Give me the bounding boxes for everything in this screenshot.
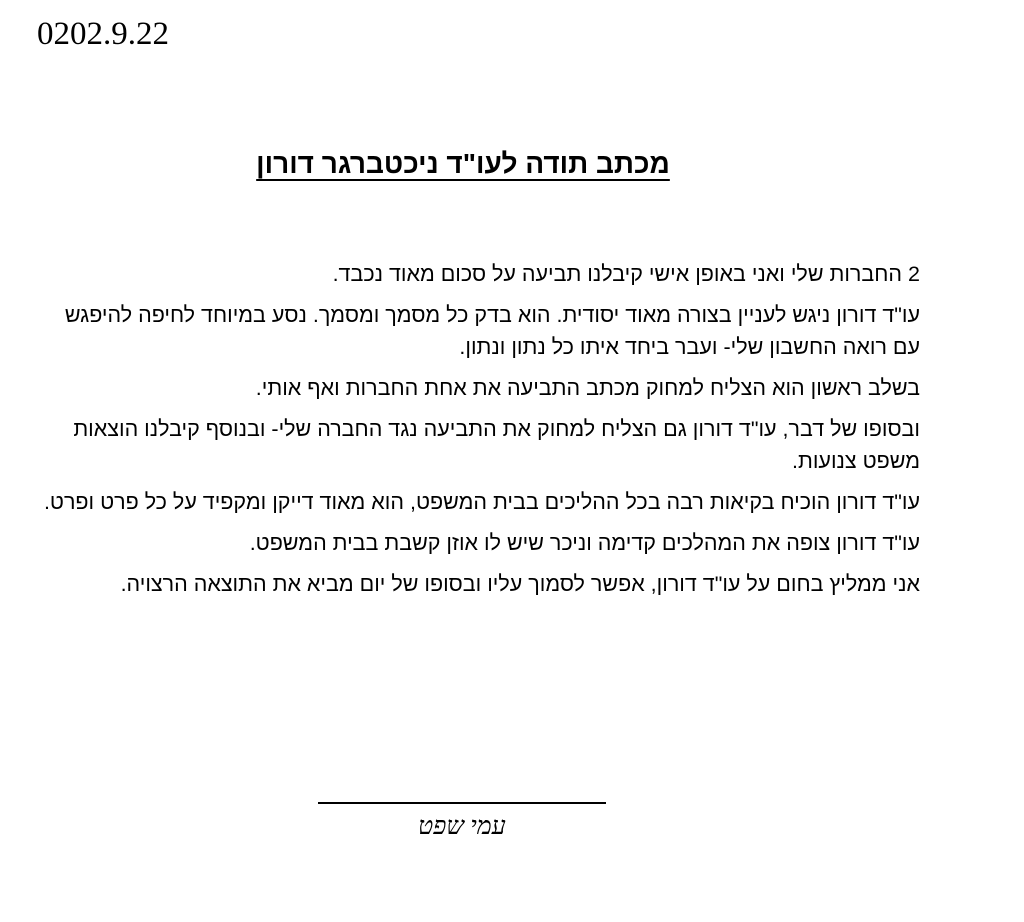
paragraph-1: 2 החברות שלי ואני באופן אישי קיבלנו תביעה על סכום מאוד נכבד.: [332, 262, 920, 286]
paragraph-3: בשלב ראשון הוא הצליח למחוק מכתב התביעה את אחת החברות ואף אותי.: [255, 376, 920, 400]
paragraph-2: עו"ד דורון ניגש לעניין בצורה מאוד יסודית. הוא בדק כל מסמך ומסמך. נסע במיוחד לחיפה להיפגש עם רואה החשבון שלי- ועבר ביחד איתו כל נתון ונתון.: [64, 303, 920, 359]
signature-name: עמי שפט: [418, 813, 506, 840]
paragraph-6: עו"ד דורון צופה את המהלכים קדימה וניכר שיש לו אוזן קשבת בבית המשפט.: [249, 531, 920, 555]
letter-body: [40, 258, 920, 609]
paragraph-5: עו"ד דורון הוכיח בקיאות רבה בכל ההליכים בבית המשפט, הוא מאוד דייקן ומקפיד על כל פרט ופרט.: [43, 490, 920, 514]
letter-title-text: מכתב תודה לעו"ד ניכטברגר דורון: [256, 148, 670, 179]
paragraph-7: אני ממליץ בחום על עו"ד דורון, אפשר לסמוך עליו ובסופו של יום מביא את התוצאה הרצויה.: [120, 572, 920, 596]
paragraph-4: ובסופו של דבר, עו"ד דורון גם הצליח למחוק את התביעה נגד החברה שלי- ובנוסף קיבלנו הוצאות משפט צנועות.: [73, 417, 920, 473]
letter-title: [150, 144, 776, 184]
letter-date: 0202.9.22: [37, 16, 169, 52]
signature-line: [318, 802, 606, 804]
